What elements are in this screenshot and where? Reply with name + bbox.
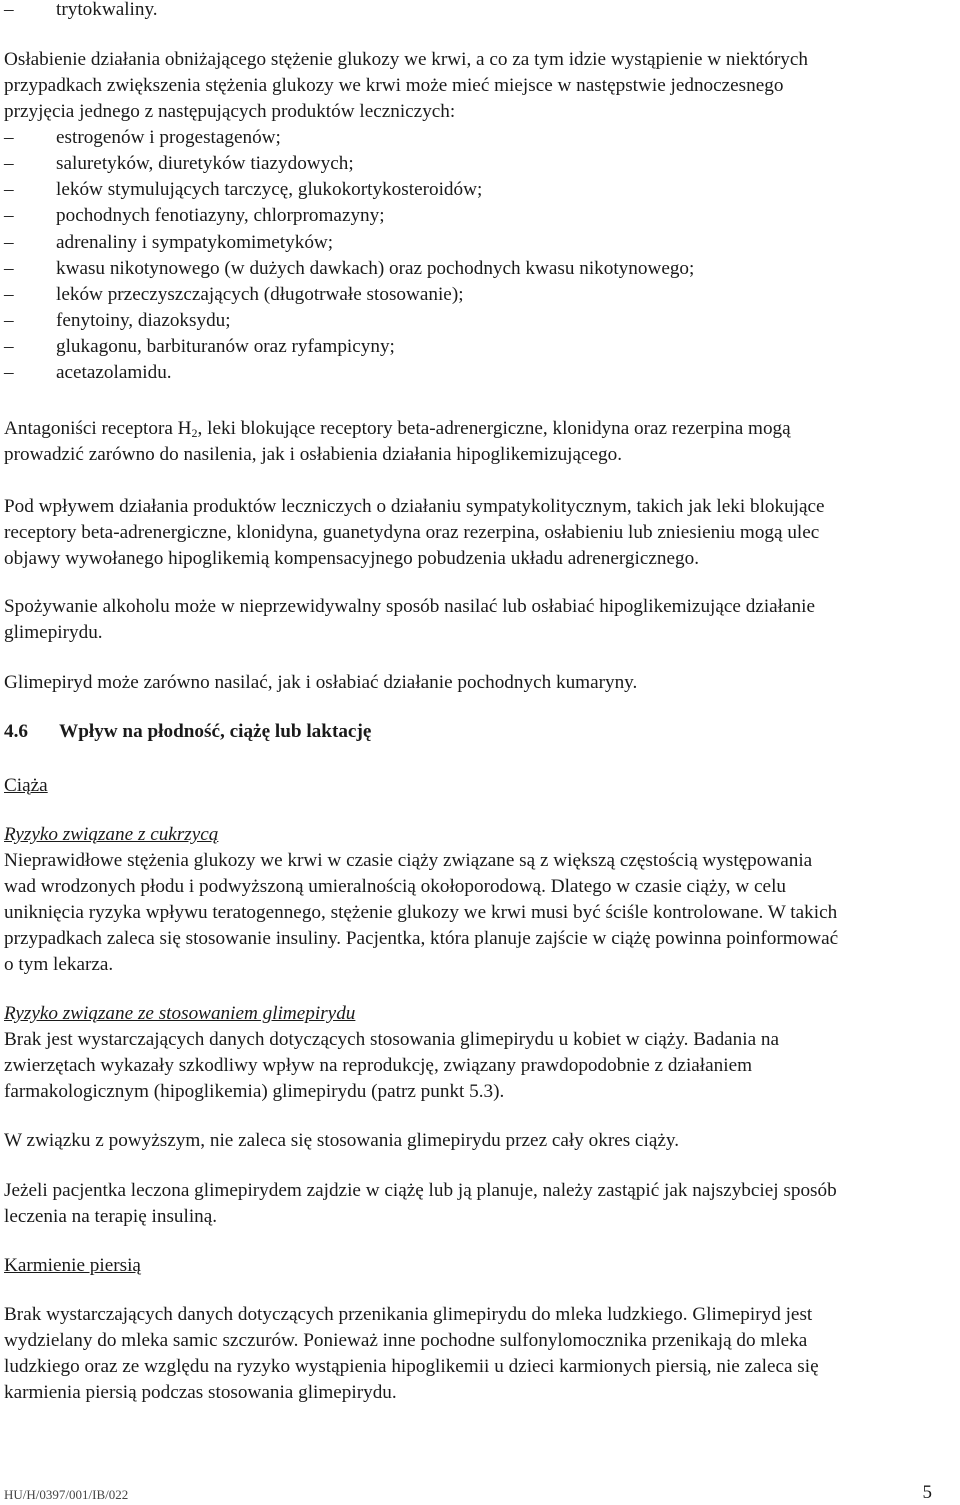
diabetes-risk-heading: Ryzyko związane z cukrzycą — [4, 824, 219, 845]
list-item — [4, 308, 231, 334]
list-item — [4, 360, 172, 386]
list-item-text: leków stymulujących tarczycę, glukokortykosteroidów; — [56, 179, 483, 200]
paragraph-line: przypadkach zaleca się stosowanie insuliny. Pacjentka, która planuje zajście w ciążę powinna poinformować — [4, 928, 839, 949]
list-item — [4, 0, 158, 23]
list-item — [4, 282, 464, 308]
paragraph-line: Pod wpływem działania produktów leczniczych o działaniu sympatykolitycznym, takich jak leki blokujące — [4, 496, 825, 517]
dash-bullet: – — [4, 127, 14, 148]
list-item-text: glukagonu, barbituranów oraz ryfampicyny; — [56, 336, 395, 357]
paragraph-line: ludzkiego oraz ze względu na ryzyko wystąpienia hipoglikemii u dzieci karmionych piersią, nie zaleca się — [4, 1356, 819, 1377]
paragraph-line: przyjęcia jednego z następujących produktów leczniczych: — [4, 101, 456, 122]
dash-bullet: – — [4, 153, 14, 174]
text-run: Antagoniści receptora H — [4, 418, 192, 439]
dash-bullet: – — [4, 258, 14, 279]
list-item — [4, 177, 482, 203]
list-item-text: fenytoiny, diazoksydu; — [56, 310, 231, 331]
list-item — [4, 256, 694, 282]
dash-bullet: – — [4, 205, 14, 226]
paragraph-line: leczenia na terapię insuliną. — [4, 1206, 218, 1227]
subheading — [4, 773, 956, 799]
paragraph-line: prowadzić zarówno do nasilenia, jak i osłabienia działania hipoglikemizującego. — [4, 444, 623, 465]
list-item — [4, 203, 385, 229]
paragraph-line: przypadkach zwiększenia stężenia glukozy we krwi może mieć miejsce w następstwie jednoczesnego — [4, 75, 784, 96]
paragraph-line: zwierzętach wykazały szkodliwy wpływ na reprodukcję, związany prawdopodobnie z działaniem — [4, 1055, 753, 1076]
paragraph-line — [4, 416, 956, 442]
dash-bullet: – — [4, 336, 14, 357]
pregnancy-heading: Ciąża — [4, 775, 48, 796]
paragraph-line: wad wrodzonych płodu i podwyższoną umieralnością okołoporodową. Dlatego w czasie ciąży, w celu — [4, 876, 786, 897]
dash-bullet: – — [4, 284, 14, 305]
paragraph-line: Glimepiryd może zarówno nasilać, jak i osłabiać działanie pochodnych kumaryny. — [4, 672, 638, 693]
page-number: 5 — [922, 1482, 932, 1503]
list-item-text: estrogenów i progestagenów; — [56, 127, 281, 148]
list-item-text: adrenaliny i sympatykomimetyków; — [56, 232, 334, 253]
glimepiride-risk-heading: Ryzyko związane ze stosowaniem glimepirydu — [4, 1003, 356, 1024]
dash-bullet: – — [4, 232, 14, 253]
paragraph-line: o tym lekarza. — [4, 954, 114, 975]
paragraph-line: objawy wywołanego hipoglikemią kompensacyjnego pobudzenia układu adrenergicznego. — [4, 548, 699, 569]
list-item-text: acetazolamidu. — [56, 362, 172, 383]
list-item-text: pochodnych fenotiazyny, chlorpromazyny; — [56, 205, 385, 226]
paragraph-line: receptory beta-adrenergiczne, klonidyna, guanetydyna oraz rezerpina, osłabieniu lub zniesieniu mogą ulec — [4, 522, 820, 543]
list-item-text: trytokwaliny. — [56, 0, 158, 20]
paragraph-line: Brak jest wystarczających danych dotyczących stosowania glimepirydu u kobiet w ciąży. Badania na — [4, 1029, 780, 1050]
section-heading — [4, 719, 956, 745]
paragraph-line: Nieprawidłowe stężenia glukozy we krwi w czasie ciąży związane są z większą częstością występowania — [4, 850, 813, 871]
paragraph-line: farmakologicznym (hipoglikemia) glimepirydu (patrz punkt 5.3). — [4, 1081, 505, 1102]
dash-bullet: – — [4, 0, 14, 20]
subscript: 2 — [191, 426, 198, 440]
list-item — [4, 125, 281, 151]
paragraph-line: karmienia piersią podczas stosowania glimepirydu. — [4, 1382, 397, 1403]
paragraph-line: wydzielany do mleka samic szczurów. Ponieważ inne pochodne sulfonylomocznika przenikają do mleka — [4, 1330, 808, 1351]
list-item-text: leków przeczyszczających (długotrwałe stosowanie); — [56, 284, 464, 305]
dash-bullet: – — [4, 310, 14, 331]
section-title: Wpływ na płodność, ciążę lub laktację — [59, 721, 372, 742]
dash-bullet: – — [4, 179, 14, 200]
list-item — [4, 334, 395, 360]
paragraph-line: Brak wystarczających danych dotyczących przenikania glimepirydu do mleka ludzkiego. Glimepiryd jest — [4, 1304, 813, 1325]
dash-bullet: – — [4, 362, 14, 383]
subheading — [4, 1001, 956, 1027]
paragraph-line: uniknięcia ryzyka wpływu teratogennego, stężenie glukozy we krwi musi być ściśle kontrolowane. W takich — [4, 902, 838, 923]
paragraph-line: glimepirydu. — [4, 622, 103, 643]
list-item-text: saluretyków, diuretyków tiazydowych; — [56, 153, 354, 174]
breastfeeding-heading: Karmienie piersią — [4, 1255, 141, 1276]
list-item-text: kwasu nikotynowego (w dużych dawkach) oraz pochodnych kwasu nikotynowego; — [56, 258, 695, 279]
paragraph-line: Osłabienie działania obniżającego stężenie glukozy we krwi, a co za tym idzie wystąpienie w niektórych — [4, 49, 808, 70]
list-item — [4, 230, 333, 256]
paragraph-line: Jeżeli pacjentka leczona glimepirydem zajdzie w ciążę lub ją planuje, należy zastąpić jak najszybciej sposób — [4, 1180, 837, 1201]
subheading — [4, 822, 956, 848]
paragraph-line: Spożywanie alkoholu może w nieprzewidywalny sposób nasilać lub osłabiać hipoglikemizujące działanie — [4, 596, 815, 617]
section-number: 4.6 — [4, 721, 28, 742]
text-run: , leki blokujące receptory beta-adrenergiczne, klonidyna oraz rezerpina mogą — [197, 418, 791, 439]
list-item — [4, 151, 354, 177]
paragraph-line: W związku z powyższym, nie zaleca się stosowania glimepirydu przez cały okres ciąży. — [4, 1130, 680, 1151]
footer-doc-code: HU/H/0397/001/IB/022 — [4, 1487, 129, 1502]
subheading — [4, 1253, 956, 1279]
